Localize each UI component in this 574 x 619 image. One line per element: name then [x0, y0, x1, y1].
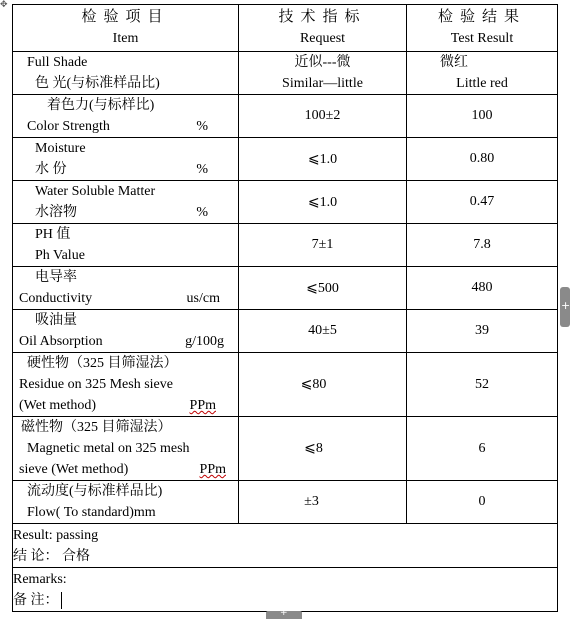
item-line: 电导率: [35, 270, 77, 285]
table-row: [13, 224, 558, 267]
result-value: 52: [475, 376, 489, 392]
item-text: 水溶物: [35, 205, 77, 220]
request-cell[interactable]: [239, 353, 407, 417]
table-row: [13, 353, 558, 417]
header-item[interactable]: [13, 5, 239, 52]
item-line: [19, 331, 238, 352]
header-request[interactable]: [239, 5, 407, 52]
header-item-zh: 检验项目: [81, 9, 170, 25]
request-line: Similar—little: [282, 76, 363, 91]
item-text: sieve (Wet method): [19, 462, 129, 477]
unit-label: us/cm: [186, 291, 220, 306]
item-line: Moisture: [35, 141, 86, 156]
item-line: [35, 159, 238, 180]
result-value: 480: [471, 280, 493, 295]
unit-label: PPm: [189, 398, 216, 413]
header-item-en: Item: [112, 31, 139, 46]
request-value: 7±1: [311, 237, 334, 252]
table-row: [13, 181, 558, 224]
result-value: 7.8: [473, 237, 491, 252]
add-row-handle-icon[interactable]: [266, 611, 302, 619]
request-cell[interactable]: [239, 138, 407, 181]
result-note-en: Result: passing: [13, 527, 99, 543]
result-row: [13, 524, 558, 568]
item-text: Color Strength: [27, 119, 110, 134]
unit-label: PPm: [199, 462, 226, 477]
request-value: ⩽500: [306, 280, 339, 296]
item-text: (Wet method): [19, 398, 97, 413]
request-cell[interactable]: [239, 417, 407, 481]
request-cell[interactable]: [239, 95, 407, 138]
remarks-row: [13, 568, 558, 612]
table-row: [13, 310, 558, 353]
table-header-row: [13, 5, 558, 52]
request-value: 100±2: [304, 108, 341, 123]
result-cell[interactable]: [407, 138, 558, 181]
table-row: [13, 52, 558, 95]
request-value: ⩽8: [304, 441, 323, 456]
header-result-zh: 检验结果: [437, 9, 526, 25]
item-line: 着色力(与标样比): [47, 98, 155, 113]
table-row: [13, 481, 558, 524]
inspection-table: [12, 4, 558, 612]
request-cell[interactable]: [239, 224, 407, 267]
item-line: Residue on 325 Mesh sieve: [19, 377, 173, 392]
item-line: 磁性物（325 目筛湿法）: [21, 420, 172, 435]
item-line: [35, 202, 238, 223]
item-line: Water Soluble Matter: [35, 184, 156, 199]
item-line: [27, 116, 238, 137]
item-line: [19, 288, 238, 309]
result-cell[interactable]: [407, 481, 558, 524]
result-value: 0.47: [469, 194, 495, 209]
item-cell[interactable]: [13, 138, 239, 181]
header-result-en: Test Result: [450, 31, 514, 46]
result-value: 0.80: [469, 151, 495, 166]
request-cell[interactable]: [239, 310, 407, 353]
item-cell[interactable]: [13, 481, 239, 524]
remarks-zh: 备 注：: [13, 592, 59, 608]
unit-label: %: [196, 162, 208, 177]
item-cell[interactable]: [13, 224, 239, 267]
result-value: 39: [475, 323, 489, 338]
result-cell[interactable]: [407, 224, 558, 267]
table-row: [13, 138, 558, 181]
request-value: ⩽1.0: [307, 194, 338, 210]
item-text: Oil Absorption: [19, 334, 103, 349]
remarks-en: Remarks:: [13, 571, 67, 587]
item-cell[interactable]: [13, 353, 239, 417]
unit-label: %: [196, 119, 208, 134]
result-cell[interactable]: [407, 267, 558, 310]
item-text: Conductivity: [19, 291, 93, 306]
item-cell[interactable]: [13, 267, 239, 310]
request-line: 近似---微: [294, 55, 351, 70]
item-cell[interactable]: [13, 417, 239, 481]
result-line: 微红: [440, 55, 468, 70]
item-cell[interactable]: [13, 181, 239, 224]
header-result[interactable]: [407, 5, 558, 52]
request-value: ±3: [304, 494, 319, 509]
request-value: ⩽80: [300, 377, 327, 392]
request-cell[interactable]: [239, 481, 407, 524]
request-value: 40±5: [308, 323, 337, 338]
result-cell[interactable]: [407, 52, 558, 95]
item-line: 硬性物（325 目筛湿法）: [27, 356, 178, 371]
result-note-zh: 结 论： 合格: [13, 548, 90, 564]
item-cell[interactable]: [13, 52, 239, 95]
item-line: Full Shade: [27, 55, 88, 70]
request-cell[interactable]: [239, 181, 407, 224]
result-cell[interactable]: [407, 310, 558, 353]
remarks-cell[interactable]: [13, 568, 558, 612]
result-value: 6: [478, 440, 486, 456]
result-note-cell[interactable]: [13, 524, 558, 568]
item-line: [19, 395, 238, 416]
header-request-en: Request: [299, 31, 346, 46]
item-cell[interactable]: [13, 310, 239, 353]
result-value: 100: [471, 108, 493, 123]
result-value: 0: [478, 494, 486, 509]
request-value: ⩽1.0: [307, 151, 338, 167]
header-request-zh: 技术指标: [278, 9, 367, 25]
unit-label: %: [196, 205, 208, 220]
table-row: [13, 95, 558, 138]
text-cursor: [61, 592, 62, 609]
item-line: Magnetic metal on 325 mesh: [27, 441, 190, 456]
item-text: 水 份: [35, 162, 67, 177]
result-line: Little red: [456, 76, 508, 91]
request-cell[interactable]: [239, 52, 407, 95]
item-cell[interactable]: [13, 95, 239, 138]
request-cell[interactable]: [239, 267, 407, 310]
item-line: Ph Value: [35, 248, 85, 263]
unit-label: g/100g: [185, 334, 224, 349]
result-cell[interactable]: [407, 353, 558, 417]
item-line: 色 光(与标准样品比): [35, 76, 160, 91]
table-row: [13, 267, 558, 310]
item-line: 流动度(与标准样品比): [27, 484, 163, 499]
add-column-handle-icon[interactable]: [560, 287, 570, 327]
result-cell[interactable]: [407, 95, 558, 138]
result-cell[interactable]: [407, 417, 558, 481]
table-row: [13, 417, 558, 481]
item-line: 吸油量: [35, 313, 77, 328]
item-line: [19, 459, 238, 480]
item-line: Flow( To standard)mm: [27, 505, 156, 520]
item-line: PH 值: [35, 227, 71, 242]
table-move-handle-icon[interactable]: ✥: [0, 0, 8, 10]
result-cell[interactable]: [407, 181, 558, 224]
